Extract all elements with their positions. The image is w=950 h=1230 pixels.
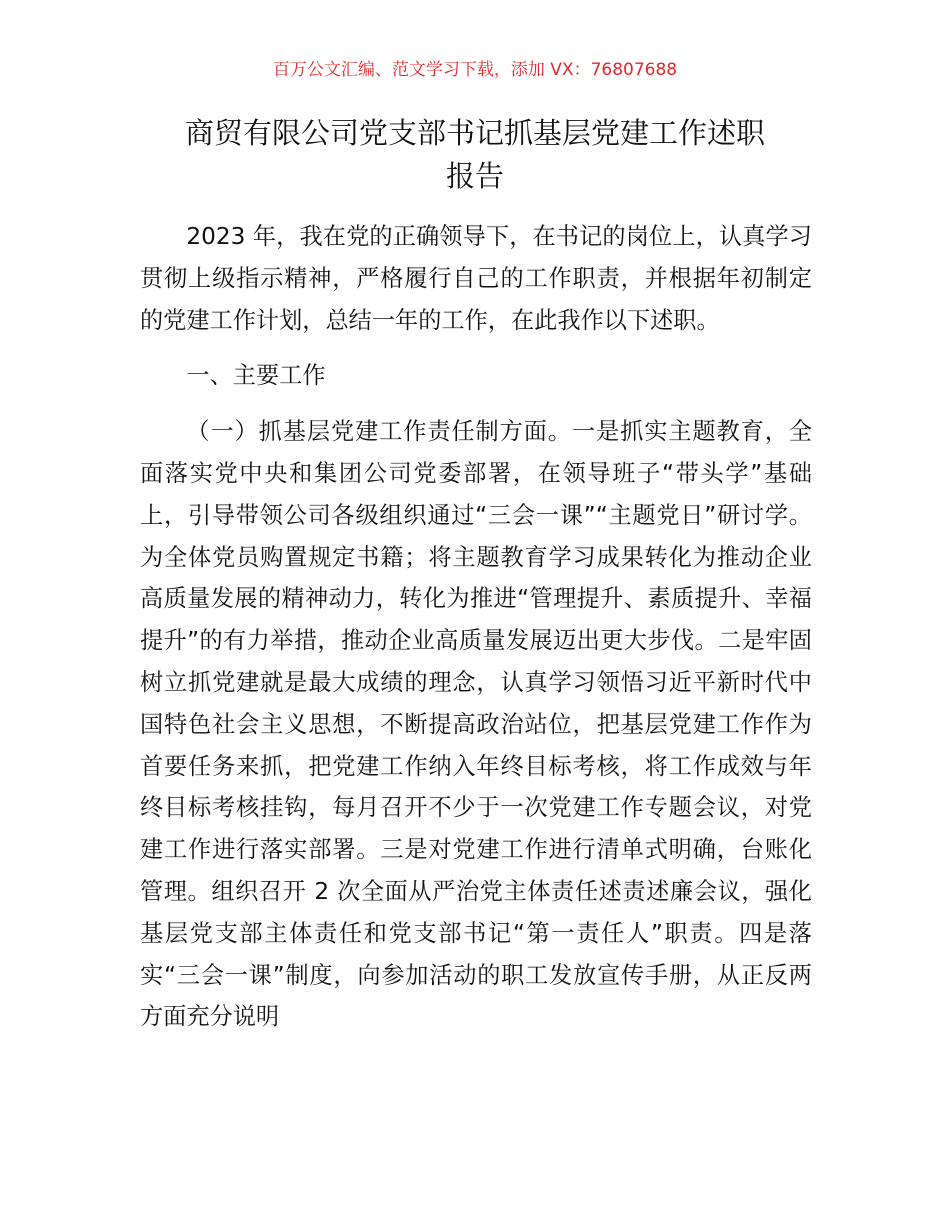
- section-paragraph: （一）抓基层党建工作责任制方面。一是抓实主题教育，全面落实党中央和集团公司党委部署，在领导班子“带头学”基础上，引导带领公司各级组织通过“三会一课”“主题党日”研讨学。为全体党员购置规定书籍；将主题教育学习成果转化为推动企业高质量发展的精神动力，转化为推进“管理提升、素质提升、幸福提升”的有力举措，推动企业高质量发展迈出更大步伐。二是牢固树立抓党建就是最大成绩的理念，认真学习领悟习近平新时代中国特色社会主义思想，不断提高政治站位，把基层党建工作作为首要任务来抓，把党建工作纳入年终目标考核，将工作成效与年终目标考核挂钩，每月召开不少于一次党建工作专题会议，对党建工作进行落实部署。三是对党建工作进行清单式明确，台账化管理。组织召开 2 次全面从严治党主体责任述责述廉会议，强化基层党支部主体责任和党支部书记“第一责任人”职责。四是落实“三会一课”制度，向参加活动的职工发放宣传手册，从正反两方面充分说明: [140, 418, 812, 1031]
- header-note: 百万公文汇编、范文学习下载，添加 VX：76807688: [272, 60, 678, 80]
- document-body: [140, 216, 812, 1038]
- intro-paragraph: 2023 年，我在党的正确领导下，在书记的岗位上，认真学习贯彻上级指示精神，严格履行自己的工作职责，并根据年初制定的党建工作计划，总结一年的工作，在此我作以下述职。: [140, 223, 812, 334]
- document-title: [130, 112, 820, 198]
- document-title-line-2: 报告: [445, 159, 504, 193]
- section-heading: 一、主要工作: [186, 362, 326, 390]
- document-title-line-1: 商贸有限公司党支部书记抓基层党建工作述职: [184, 116, 765, 150]
